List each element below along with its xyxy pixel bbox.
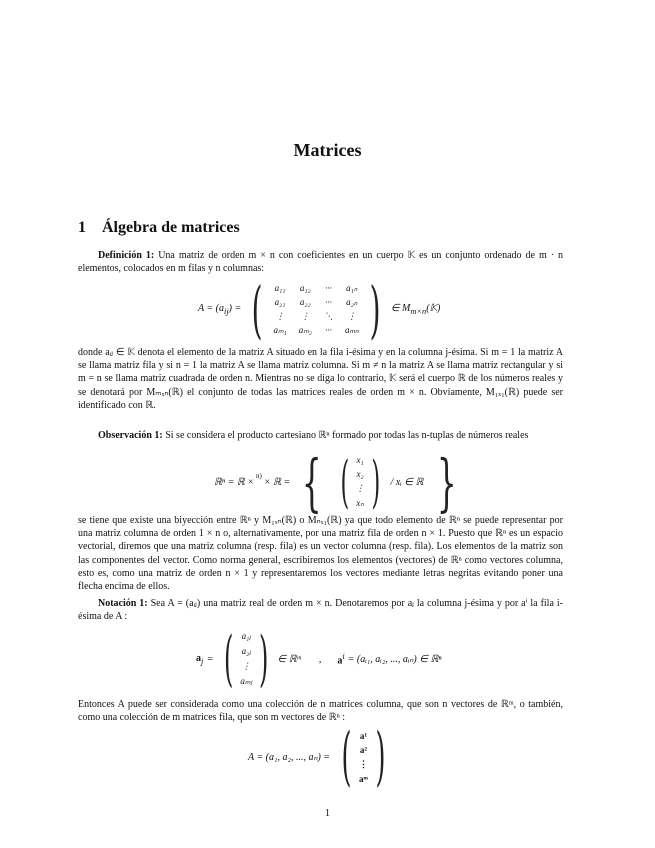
eq3-equals: = [207,653,213,665]
matrix-entry: a₁ₙ [346,282,358,293]
matrix-entry: ··· [325,282,332,293]
eq2-over: n) [256,472,262,480]
right-paren: ) [259,624,269,694]
section-number: 1 [78,219,86,236]
definition-label: Definición 1: [98,250,155,261]
paragraph-1: donde aᵢⱼ ∈ 𝕂 denota el elemento de la matriz A situado en la fila i-ésima y en la columna j-ésima. Si m = 1 la matriz A se llama matriz fila y si n = 1 la matriz A se llama matriz columna. Si m ≠ n la matriz A se llama matriz rectangular y si m = n se llama matriz cuadrada de orden n. Mientras no se diga lo contrario, 𝕂 será el cuerpo ℝ de los números reales y se denotará por Mₘₓₙ(ℝ) el conjunto de todas las matrices reales de orden m × n. Obviamente, M₁ₓ₁(ℝ) puede ser identificado con ℝ. [78,347,563,411]
eq3-sep: , [318,653,322,665]
vector-entry: ⋮ [241,661,251,671]
matrix-entry: ··· [325,296,332,307]
paragraph-3: Entonces A puede ser considerada como una colección de n matrices columna, que son n vectores de ℝᵐ, o también, como una colección de m matrices fila, que son m vectores de ℝⁿ : [78,699,563,724]
matrix-entries [273,283,358,336]
matrix-entry: aₘₙ [344,324,359,335]
section-heading [78,219,240,237]
left-paren: ( [340,449,350,515]
eq2-lhs-end: × ℝ = [263,476,291,488]
vector-entry: aᵐ [359,773,368,784]
matrix-entry: a₁₁ [274,282,286,293]
rn-equation [214,445,467,519]
vector-entry: x₂ [356,469,364,479]
page-number: 1 [325,808,330,819]
matrix-entry: aₘ₂ [298,324,312,335]
matrix-entry: ··· [325,324,332,335]
paragraph-2: se tiene que existe una biyección entre ℝⁿ y M₁ₓₙ(ℝ) o Mₙₓ₁(ℝ) ya que todo elemento de ℝⁿ se puede representar por una matriz columna de orden 1 × n o, alternativamente, por una matriz fila de orden n × 1. Puesto que ℝⁿ es un espacio vectorial, diremos que una matriz columna (resp. fila) es un vector columna (resp. fila). Los elementos de la matriz son las componentes del vector. Como norma general, escribiremos los elementos (vectores) de ℝⁿ como vectores columna, esto es, como una matriz de orden n × 1 y representaremos los vectores mediante letras negritas evitando poner una flecha encima de ellos. [78,515,563,593]
page-title: Matrices [293,140,362,160]
eq1-lhs: $A = (a_{ij})$ = [198,302,242,316]
matrix-entry: ⋮ [300,310,310,321]
vector-entry: a¹ [359,730,368,741]
eq3-row-lhs: $a^i$ [337,651,345,667]
eq2-lhs: ℝⁿ = ℝ × [214,476,254,488]
observation-label: Observación 1: [98,430,163,441]
matrix-collection-equation [248,720,393,794]
left-paren: ( [341,720,352,794]
left-paren: ( [251,272,263,346]
vector-entry: ⋮ [359,758,368,769]
vector-entry: x₁ [356,455,364,465]
column-vector [240,631,252,687]
eq4-lhs: A = (a₁, a₂, ..., aₙ) = [248,751,331,763]
notation-label: Notación 1: [98,598,148,609]
vector-entry: a² [359,744,368,755]
matrix-entry: a₂₁ [274,296,286,307]
matrix-entry: a₂₂ [299,296,311,307]
row-vectors-column [359,731,368,784]
section-title: Álgebra de matrices [102,219,240,236]
matrix-entry: a₂ₙ [346,296,358,307]
right-brace: } [437,445,457,519]
right-paren: ) [371,449,380,515]
right-paren: ) [375,720,386,794]
observation-text: Si se considera el producto cartesiano ℝⁿ formado por todas las n-tuplas de números reales [165,430,529,441]
notation-1 [78,597,563,623]
left-brace: { [302,445,322,519]
eq2-condition: / xᵢ ∈ ℝ [390,476,424,488]
tuple-column [356,455,365,509]
notation-text: Sea A = (aᵢⱼ) una matriz real de orden m × n. Denotaremos por aⱼ la columna j-ésima y por aⁱ la fila i-ésima de A : [78,598,563,623]
eq1-rhs: ∈ $M_{m\times n}(𝕂)$ [390,302,441,316]
observation-1 [78,429,563,442]
matrix-entry: a₁₂ [299,282,311,293]
right-paren: ) [369,272,381,346]
eq3-lhs: $a_j$ [196,652,204,666]
matrix-entry: ⋮ [275,310,285,321]
vector-entry: a₁ⱼ [241,631,251,641]
definition-text: Una matriz de orden m × n con coeficientes en un cuerpo 𝕂 es un conjunto ordenado de m · n elementos, colocados en m filas y n columnas: [78,250,564,275]
matrix-entry: ⋮ [347,310,357,321]
vector-entry: ⋮ [355,483,365,493]
matrix-equation [198,272,441,346]
eq3-rhs: ∈ ℝᵐ [277,653,301,665]
left-paren: ( [223,624,234,694]
vector-entry: xₙ [356,498,364,508]
vector-entry: a₂ⱼ [241,646,251,656]
matrix-entry: ⋱ [323,310,333,321]
eq3-row-rhs: = (aᵢ₁, aᵢ₂, ..., aᵢₙ) ∈ ℝⁿ [347,653,442,665]
column-row-equation [196,624,442,694]
definition-1 [78,249,563,275]
matrix-entry: aₘ₁ [273,324,287,335]
vector-entry: aₘⱼ [240,676,253,686]
